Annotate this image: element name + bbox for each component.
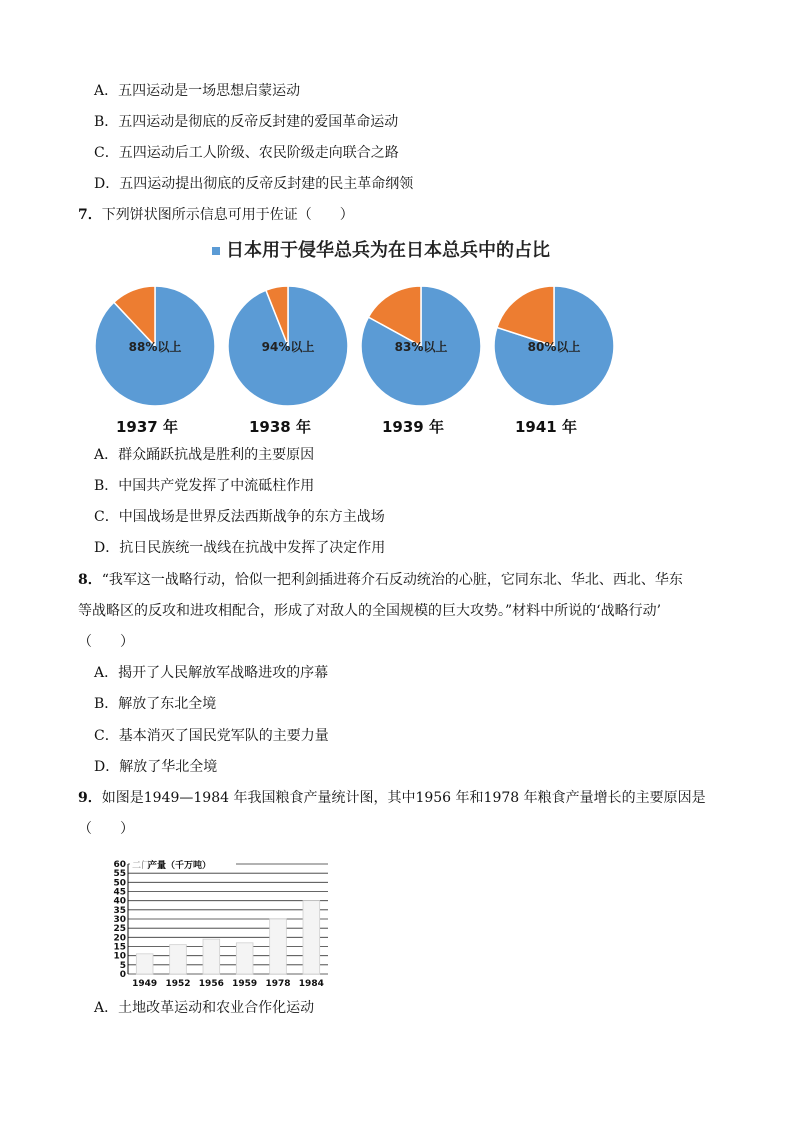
q6-option-c: C．五四运动后工人阶级、农民阶级走向联合之路 [94, 145, 399, 161]
q9-stem-line1 [78, 789, 706, 807]
q7-number: 7． [78, 207, 102, 223]
pie-data-label-0: 88%以上 [128, 340, 182, 354]
y-tick-label-8: 20 [113, 933, 126, 944]
q8-stem-line2: 等战略区的反攻和进攻相配合，形成了对敌人的全国规模的巨大攻势。”材料中所说的‘战略行动’ [78, 603, 662, 619]
pie-data-label-1: 94%以上 [261, 340, 315, 354]
y-tick-label-11: 5 [119, 960, 126, 971]
pie-year-label-0: 1937 年 [116, 418, 178, 436]
x-tick-label-1949: 1949 [132, 979, 158, 989]
x-tick-label-1956: 1956 [198, 979, 224, 989]
y-tick-label-6: 30 [113, 915, 126, 925]
bar-title-prefix: 二门 [132, 861, 151, 871]
x-tick-label-1984: 1984 [298, 979, 324, 989]
q8-number: 8． [78, 572, 102, 588]
q8-stem-line1 [78, 571, 683, 589]
bar-chart-title: 产量（千万吨） [148, 861, 212, 871]
bar-1978 [270, 919, 287, 974]
y-tick-label-10: 10 [113, 951, 126, 962]
q9-text-1: 如图是1949—1984 年我国粮食产量统计图，其中1956 年和1978 年粮食产量增长的主要原因是 [101, 790, 706, 806]
bar-1959 [236, 943, 253, 974]
pie-chart-title [212, 236, 550, 262]
q8-option-b: B．解放了东北全境 [94, 696, 217, 712]
q7-text: 下列饼状图所示信息可用于佐证（ ） [101, 207, 354, 223]
pie-year-label-2: 1939 年 [382, 418, 444, 436]
pie-year-label-1: 1938 年 [249, 418, 311, 436]
q8-option-a: A．揭开了人民解放军战略进攻的序幕 [94, 665, 329, 681]
y-tick-label-12: 0 [119, 970, 126, 980]
y-tick-label-1: 55 [113, 869, 126, 880]
y-tick-label-4: 40 [113, 896, 126, 907]
q8-stem-line3: （ ） [78, 634, 134, 650]
q8-option-c: C．基本消灭了国民党军队的主要力量 [94, 728, 329, 744]
pie-data-label-3: 80%以上 [527, 340, 581, 354]
bar-1984 [303, 901, 320, 974]
q6-option-d: D．五四运动提出彻底的反帝反封建的民主革命纲领 [94, 176, 414, 192]
pie-chart-title-text: 日本用于侵华总兵为在日本总兵中的占比 [226, 240, 550, 261]
x-tick-label-1959: 1959 [232, 979, 258, 989]
bar-1956 [203, 939, 220, 974]
q8-option-d: D．解放了华北全境 [94, 759, 218, 775]
pie-data-label-2: 83%以上 [394, 340, 448, 354]
bar-1949 [136, 954, 153, 974]
q9-number: 9． [78, 790, 102, 806]
grain-output-bar-chart [100, 848, 340, 994]
q7-option-d: D．抗日民族统一战线在抗战中发挥了决定作用 [94, 540, 386, 556]
q7-stem [78, 206, 354, 224]
y-tick-label-9: 15 [113, 942, 126, 953]
y-tick-label-2: 50 [113, 878, 126, 889]
q8-text-1: “我军这一战略行动，恰似一把利剑插进蒋介石反动统治的心脏，它同东北、华北、西北、华东 [101, 572, 683, 588]
x-tick-label-1952: 1952 [165, 979, 191, 989]
legend-swatch [212, 247, 220, 255]
bar-1952 [170, 945, 187, 974]
y-tick-label-7: 25 [113, 924, 126, 935]
q9-stem-line2: （ ） [78, 821, 134, 837]
x-tick-label-1978: 1978 [265, 979, 291, 989]
pie-year-label-3: 1941 年 [515, 418, 577, 436]
pie-charts [80, 276, 640, 441]
q6-option-b: B．五四运动是彻底的反帝反封建的爱国革命运动 [94, 114, 399, 130]
q7-option-b: B．中国共产党发挥了中流砥柱作用 [94, 478, 315, 494]
y-tick-label-5: 35 [113, 905, 126, 916]
y-tick-label-0: 60 [113, 860, 126, 870]
q6-option-a: A．五四运动是一场思想启蒙运动 [94, 83, 301, 99]
q7-option-a: A．群众踊跃抗战是胜利的主要原因 [94, 447, 315, 463]
y-tick-label-3: 45 [113, 887, 126, 898]
q7-option-c: C．中国战场是世界反法西斯战争的东方主战场 [94, 509, 385, 525]
q9-option-a: A．土地改革运动和农业合作化运动 [94, 1000, 315, 1016]
